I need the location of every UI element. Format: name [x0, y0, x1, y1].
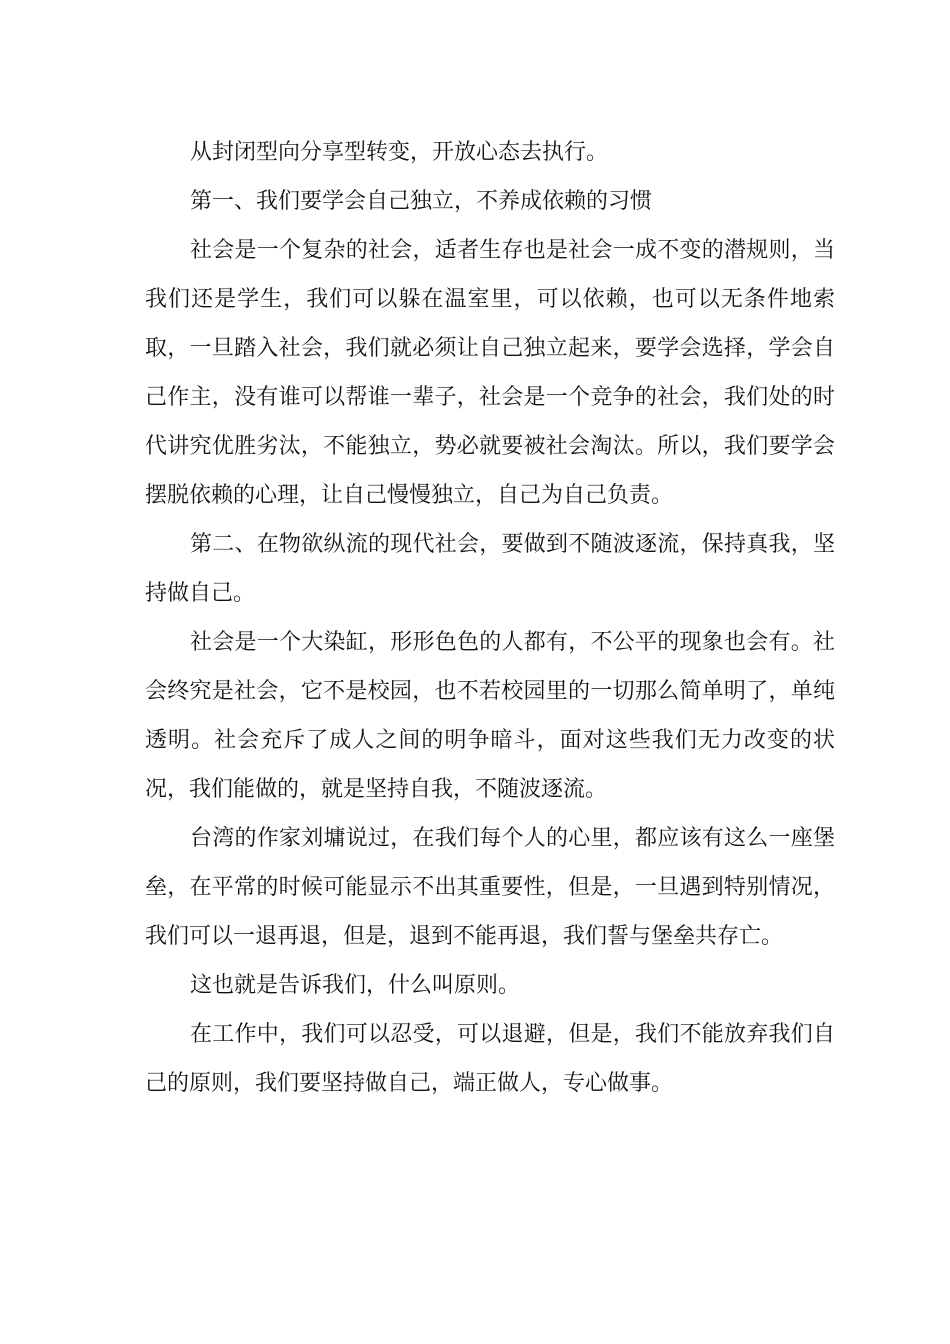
- paragraph-point-one-heading: 第一、我们要学会自己独立，不养成依赖的习惯: [190, 189, 653, 214]
- paragraph-point-two-heading: 第二、在物欲纵流的现代社会，要做到不随波逐流，保持真我，坚持做自己。: [145, 532, 835, 606]
- paragraph-independence: 社会是一个复杂的社会，适者生存也是社会一成不变的潜规则，当我们还是学生，我们可以躲在温室里，可以依赖，也可以无条件地索取，一旦踏入社会，我们就必须让自己独立起来，要学会选择，学会自己作主，没有谁可以帮谁一辈子，社会是一个竞争的社会，我们处的时代讲究优胜劣汰，不能独立，势必就要被社会淘汰。所以，我们要学会摆脱依赖的心理，让自己慢慢独立，自己为自己负责。: [145, 238, 835, 508]
- paragraph-society-dye-vat: 社会是一个大染缸，形形色色的人都有，不公平的现象也会有。社会终究是社会，它不是校园，也不若校园里的一切那么简单明了，单纯透明。社会充斥了成人之间的明争暗斗，面对这些我们无力改变的状况，我们能做的，就是坚持自我，不随波逐流。: [145, 630, 835, 802]
- document-body: [145, 128, 835, 1108]
- paragraph-work-principles: 在工作中，我们可以忍受，可以退避，但是，我们不能放弃我们自己的原则，我们要坚持做自己，端正做人，专心做事。: [145, 1022, 835, 1096]
- paragraph-fortress-quote: 台湾的作家刘墉说过，在我们每个人的心里，都应该有这么一座堡垒，在平常的时候可能显示不出其重要性，但是，一旦遇到特别情况，我们可以一退再退，但是，退到不能再退，我们誓与堡垒共存亡。: [145, 826, 835, 949]
- paragraph-principle: 这也就是告诉我们，什么叫原则。: [190, 973, 521, 998]
- paragraph-open-mindset: 从封闭型向分享型转变，开放心态去执行。: [190, 140, 609, 165]
